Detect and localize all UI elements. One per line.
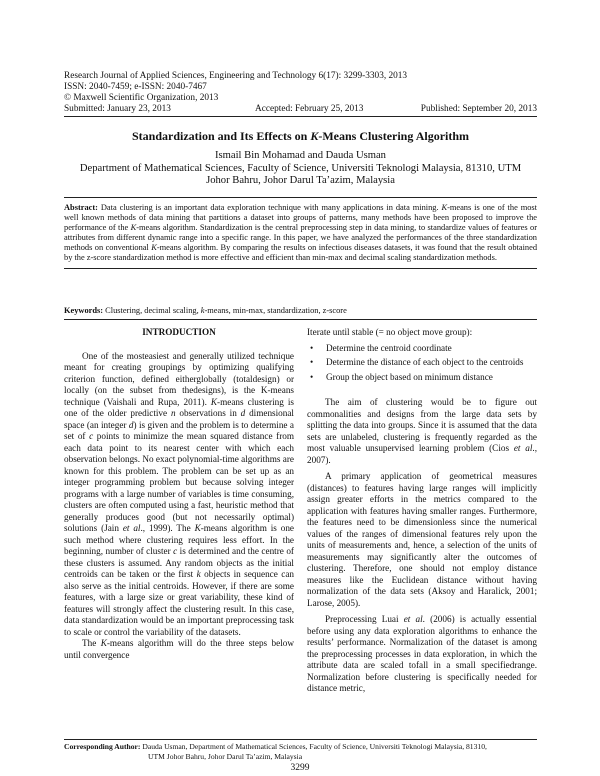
- list-item-text: Determine the centroid coordinate: [326, 342, 452, 353]
- abstract-italic: K: [130, 223, 137, 233]
- paper-title: [64, 129, 537, 144]
- section-heading-introduction: INTRODUCTION: [142, 327, 216, 337]
- body-text: One of the mosteasiest and generally utilized technique meant for creating groupings by optimizing qualifying criterion function, defined eitherglobally (totaldesign) or locally (on the subset from thedesigns), is the K-means technique (Vaishali and Rupa, 2011).: [64, 350, 294, 407]
- intro-paragraph: [64, 638, 294, 661]
- list-item: [307, 372, 537, 384]
- journal-issn: ISSN: 2040-7459; e-ISSN: 2040-7467: [64, 82, 207, 92]
- bullet-icon: •: [310, 371, 314, 382]
- abstract-italic: K: [441, 203, 448, 212]
- body-italic: K: [100, 638, 107, 648]
- body-text: ) is given and the problem is to determine a set of: [64, 419, 294, 441]
- abstract-text: -means is one of the most well known methods of data mining that partitions a dataset into groups of patterns, many methods have been proposed to improve the performance of the: [64, 203, 537, 233]
- accepted-date: Accepted: February 25, 2013: [255, 104, 364, 114]
- body-text: is determined and the centre of these clusters is assumed. Any random objects as the initial centroids can be taken or the first: [64, 546, 294, 579]
- keywords-text: Clustering, decimal scaling,: [103, 306, 201, 315]
- body-italic: c: [89, 431, 94, 441]
- body-text: points to minimize the mean squared distance from each data point to its nearest center with which each observation belongs. No exact polynomial-time algorithms are known for this problem. The problem can be set up as an integer programming problem but because solving integer programs with a large number of variables is time consuming, clusters are often computed using a fast, heuristic method that generally produces good (but not necessarily optimal) solutions (Jain: [64, 431, 294, 533]
- body-italic: d: [240, 408, 246, 418]
- keywords-italic: k: [200, 306, 205, 315]
- body-italic: et al: [513, 443, 533, 453]
- footnote-line: UTM Johor Bahru, Johor Darul Ta’azim, Malaysia: [148, 751, 303, 761]
- body-italic: K: [210, 396, 218, 407]
- body-text: Preprocessing Luai: [325, 614, 404, 624]
- body-italic: k: [196, 569, 201, 579]
- list-item: [307, 343, 537, 355]
- body-paragraph: [307, 614, 537, 695]
- left-column: [64, 327, 294, 661]
- journal-citation: Research Journal of Applied Sciences, Engineering and Technology 6(17): 3299-3303, 2013: [64, 71, 408, 81]
- body-text: . (2006) is actually essential before using any data exploration algorithms to enhance the results’ performance. Normalization of the dataset is among the preprocessing processes in data exploration, in which the attribute data are scaled tofall in a small specifiedrange. Normalization before clustering is specifically needed for distance metric,: [307, 614, 537, 693]
- body-text: ., 2007).: [307, 443, 537, 465]
- abstract-text: -means algorithm. By comparing the results on infectious diseases datasets, it was found that the result obtained by the z-score standardization method is more effective and efficient than min-max and decimal scaling standardization methods.: [64, 243, 538, 263]
- keywords-label: Keywords:: [64, 306, 104, 315]
- body-italic: et al: [403, 614, 423, 624]
- list-item-text: Determine the distance of each object to the centroids: [326, 357, 524, 367]
- body-italic: et al: [122, 523, 141, 533]
- body-text: The aim of clustering would be to figure out commonalities and designs from the large data sets by splitting the data into groups. Since it is assumed that the data sets are unlabeled, clustering is frequently regarded as the most valuable unsupervised learning problem (Cios: [307, 397, 537, 453]
- body-text: -means clustering is one of the older predictive: [64, 396, 295, 418]
- body-text: ., 1999). The: [140, 523, 195, 533]
- affiliation-line: Johor Bahru, Johor Darul Ta’azim, Malaysia: [206, 175, 395, 186]
- keywords: [64, 305, 537, 320]
- bullet-icon: •: [310, 357, 314, 367]
- abstract: [64, 197, 537, 269]
- footnote-text: Dauda Usman, Department of Mathematical Sciences, Faculty of Science, Universiti Teknologi Malaysia, 81310,: [140, 742, 487, 751]
- list-item: [307, 357, 537, 369]
- body-italic: c: [173, 546, 178, 556]
- iterate-line: Iterate until stable (= no object move group):: [307, 327, 473, 337]
- spacer: [307, 386, 537, 397]
- body-text: The: [82, 638, 101, 648]
- footnote-label: Corresponding Author:: [64, 742, 141, 751]
- body-text: dimensional space (an integer: [64, 408, 294, 430]
- abstract-text: Data clustering is an important data exploration technique with many applications in data mining.: [97, 203, 442, 212]
- body-text: observations in: [175, 408, 241, 418]
- body-text: -means algorithm will do the three steps below until convergence: [64, 638, 294, 660]
- affiliation-line: Department of Mathematical Sciences, Faculty of Science, Universiti Teknologi Malaysia, 81310, UTM: [79, 162, 522, 174]
- body-italic: d: [128, 419, 134, 430]
- submitted-date: Submitted: January 23, 2013: [64, 104, 171, 114]
- title-italic: K: [310, 129, 319, 143]
- intro-paragraph: [64, 351, 294, 639]
- footnote-line: [64, 739, 537, 752]
- author-names: Ismail Bin Mohamad and Dauda Usman: [215, 150, 386, 161]
- body-text: objects in sequence can also serve as the initial centroids. However, if there are some features, with a large size or great variability, these kind of features will strongly affect the clustering result. In this case, data standardization would be an important preprocessing task to scale or control the variability of the datasets.: [64, 569, 294, 637]
- abstract-text: -means algorithm. Standardization is the central preprocessing step in data mining, to standardize values of features or attributes from different dynamic range into a specific range. In this paper, we have analyzed the performances of the three standardization methods on conventional: [64, 223, 537, 253]
- right-column: [307, 327, 537, 695]
- step-list: [307, 343, 537, 384]
- body-text: -means algorithm is one such method where clustering requires less effort. In the beginning, number of cluster: [64, 523, 295, 556]
- body-paragraph: A primary application of geometrical measures (distances) to features having large ranges will implicitly assign greater efforts in the metrics compared to the application with features having smaller ranges. Furthermore, the features need to be dimensionless since the numerical values of the ranges of dimensional features rely upon the units of measurements and, hence, a selection of the units of measurements may significantly alter the outcomes of clustering. Therefore, one should not employ distance measures like the Euclidean distance without having normalization of the data sets (Aksoy and Haralick, 2001; Larose, 2005).: [307, 471, 537, 608]
- title-part: -Means Clustering Algorithm: [318, 129, 470, 143]
- title-part: Standardization and Its Effects on: [131, 129, 311, 143]
- list-item-text: Group the object based on minimum distance: [326, 371, 493, 382]
- abstract-italic: K: [151, 243, 157, 253]
- body-paragraph: [307, 397, 537, 466]
- publication-dates: [64, 104, 537, 117]
- corresponding-author-footnote: [64, 739, 537, 761]
- body-italic: K: [194, 523, 201, 533]
- body-italic: n: [170, 408, 176, 418]
- journal-copyright: © Maxwell Scientific Organization, 2013: [64, 93, 219, 103]
- abstract-label: Abstract:: [64, 203, 98, 212]
- page-number: 3299: [290, 763, 310, 773]
- keywords-text: -means, min-max, standardization, z-score: [204, 306, 347, 315]
- published-date: Published: September 20, 2013: [420, 104, 537, 114]
- author-block: [64, 150, 537, 188]
- bullet-icon: •: [310, 342, 314, 353]
- journal-header: [64, 71, 544, 104]
